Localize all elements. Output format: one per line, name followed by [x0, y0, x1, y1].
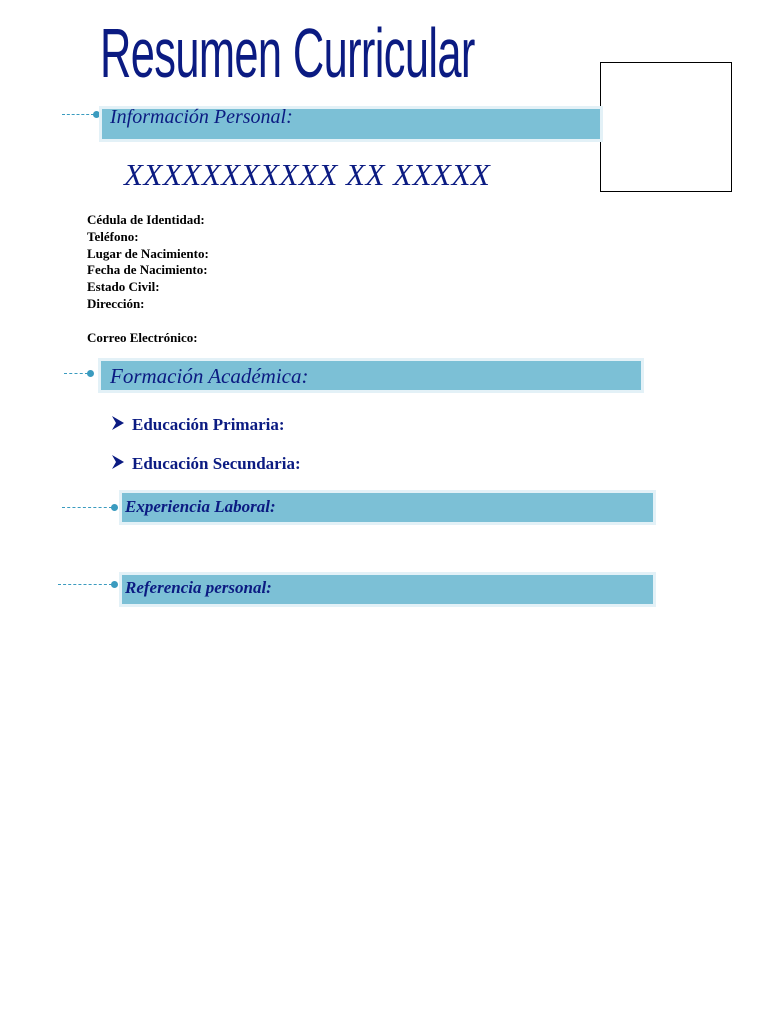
section-heading-reference: Referencia personal: — [125, 578, 272, 597]
section-heading-work: Experiencia Laboral: — [125, 497, 276, 516]
field-direccion: Dirección: — [87, 295, 145, 311]
field-telefono: Teléfono: — [87, 228, 139, 244]
section-heading-academic: Formación Académica: — [110, 364, 309, 388]
edu-item-label: Educación Secundaria: — [132, 454, 301, 473]
personal-fields — [87, 212, 209, 346]
section-connector-work — [62, 507, 112, 508]
section-bullet-reference — [111, 581, 118, 588]
section-bullet-work — [111, 504, 118, 511]
field-lugar-nacimiento: Lugar de Nacimiento: — [87, 245, 209, 261]
field-correo: Correo Electrónico: — [87, 329, 198, 345]
arrow-bullet-icon — [110, 454, 126, 470]
document-title: Resumen Curricular — [100, 14, 475, 92]
section-connector-reference — [58, 584, 112, 585]
section-bullet-academic — [87, 370, 94, 377]
section-connector-academic — [64, 373, 88, 374]
section-bullet-personal — [93, 111, 100, 118]
field-estado-civil: Estado Civil: — [87, 279, 160, 295]
edu-item-label: Educación Primaria: — [132, 415, 285, 434]
edu-item-primaria — [110, 415, 285, 435]
applicant-name: XXXXXXXXXXX XX XXXXX — [124, 157, 491, 192]
edu-item-secundaria — [110, 454, 301, 474]
field-fecha-nacimiento: Fecha de Nacimiento: — [87, 262, 208, 278]
section-connector-personal — [62, 114, 94, 115]
field-cedula: Cédula de Identidad: — [87, 212, 205, 227]
photo-placeholder — [600, 62, 732, 192]
section-heading-personal: Información Personal: — [110, 106, 293, 128]
arrow-bullet-icon — [110, 415, 126, 431]
field-spacer — [87, 313, 209, 330]
